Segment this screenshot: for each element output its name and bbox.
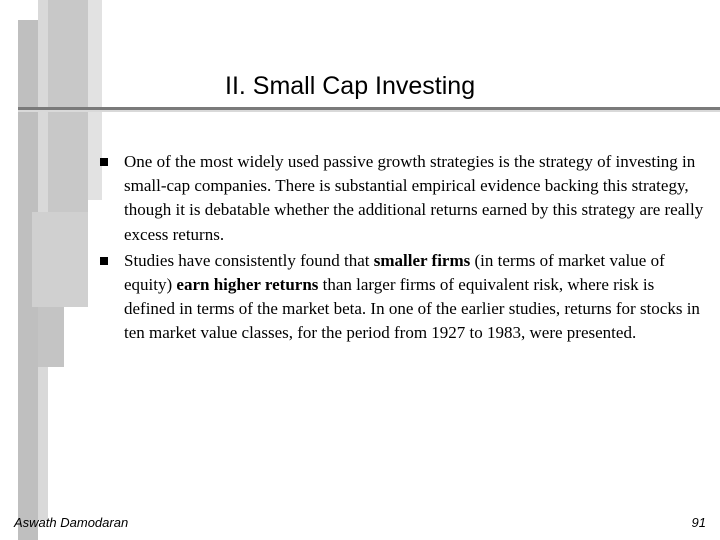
bullet-text-bold: earn higher returns [176,275,319,295]
bullet-text-run: (in terms of market value of equity) [124,250,665,295]
decor-block-lower [38,307,64,367]
square-bullet-icon [100,257,108,265]
decor-white-notch [18,0,32,20]
decor-block-middle [32,212,88,307]
bullet-item [124,150,704,247]
bullet-text-run: Studies have consistently found that [124,250,374,270]
footer-author: Aswath Damodaran [14,515,129,530]
bullet-list [124,150,704,348]
decor-block-upper [48,0,88,212]
page-number: 91 [691,515,706,530]
bullet-text-bold: smaller firms [373,250,471,270]
title-rule-shadow [18,110,720,112]
decor-block-upper-light [88,0,102,200]
slide-title: II. Small Cap Investing [225,72,476,100]
bullet-text-run: One of the most widely used passive growth strategies is the strategy of investing in small-cap companies. There is substantial empirical evidence backing this strategy, though it is debatable whether the additional returns earned by this strategy are really excess returns. [124,152,704,244]
square-bullet-icon [100,158,108,166]
bullet-text-run: than larger firms of equivalent risk, where risk is defined in terms of the market beta. In one of the earlier studies, returns for stocks in ten market value classes, for the period from 1927 to 1983, were presented. [124,275,700,343]
bullet-item [124,249,704,346]
